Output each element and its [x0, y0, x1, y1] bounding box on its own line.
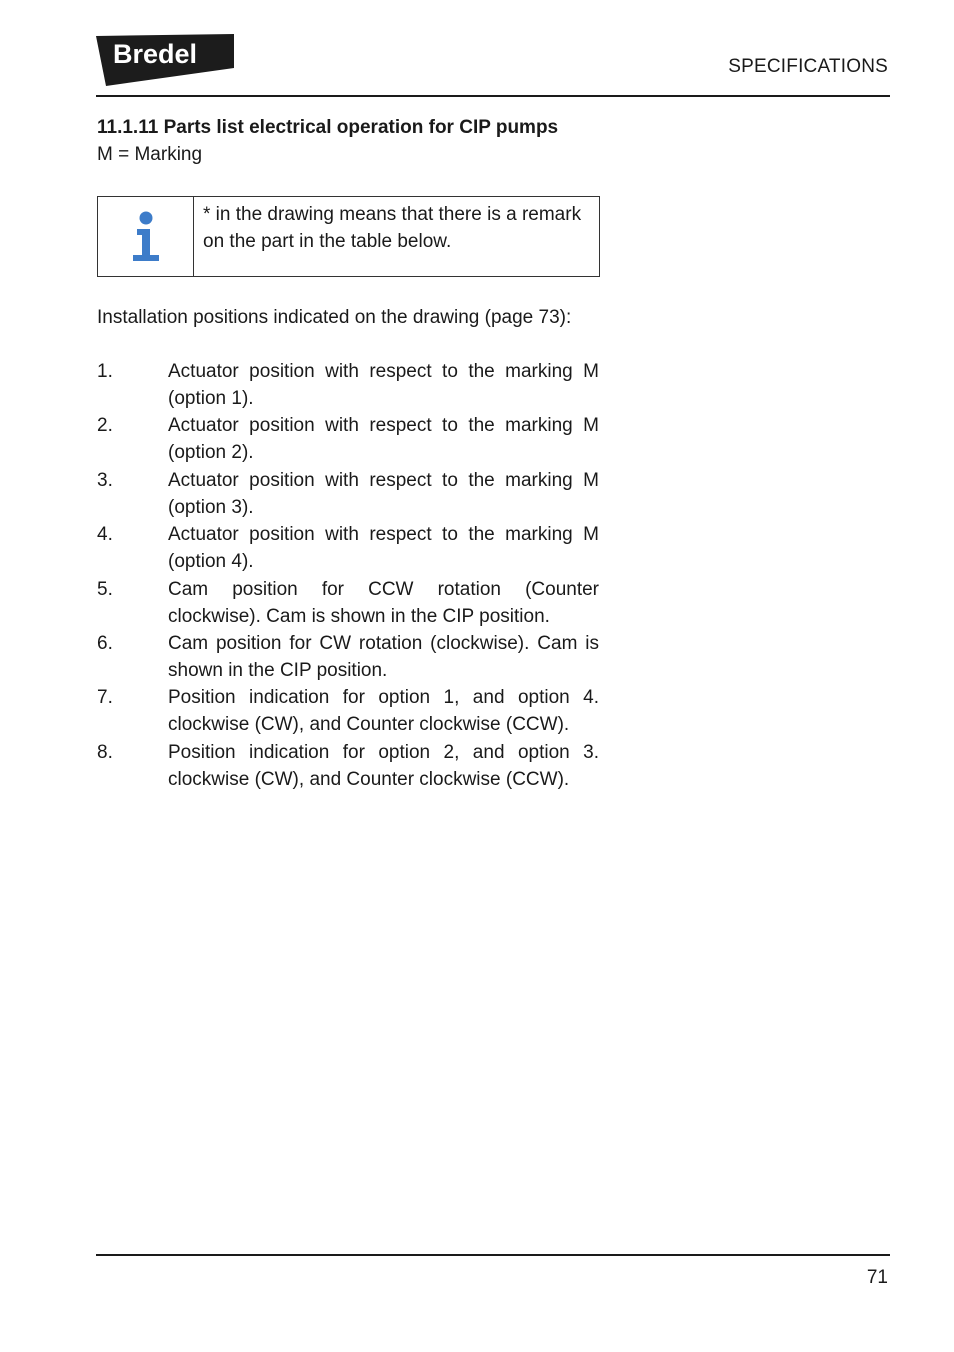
positions-list [97, 358, 599, 793]
list-item [97, 630, 599, 684]
info-icon-cell [98, 197, 194, 276]
list-item [97, 684, 599, 738]
list-item-number: 5. [97, 578, 113, 600]
list-item-text: Actuator position with respect to the marking M (option 3). [168, 469, 599, 518]
page-number: 71 [866, 1267, 888, 1288]
section-heading: 11.1.11 Parts list electrical operation for CIP pumps [97, 117, 559, 138]
info-box-text: * in the drawing means that there is a remark on the part in the table below. [203, 204, 582, 252]
logo-text: Bredel [113, 39, 198, 69]
marking-note: M = Marking [97, 144, 203, 165]
list-item-text: Position indication for option 1, and option 4. clockwise (CW), and Counter clockwise (CCW). [168, 687, 599, 736]
list-item-number: 4. [97, 524, 113, 546]
list-item-text: Cam position for CW rotation (clockwise). Cam is shown in the CIP position. [168, 632, 599, 681]
list-item-number: 2. [97, 415, 113, 437]
list-item [97, 467, 599, 521]
list-item-text: Cam position for CCW rotation (Counter clockwise). Cam is shown in the CIP position. [168, 578, 599, 627]
list-item [97, 521, 599, 575]
intro-paragraph: Installation positions indicated on the drawing (page 73): [97, 307, 572, 328]
list-item-text: Actuator position with respect to the marking M (option 1). [168, 361, 599, 409]
list-item-number: 6. [97, 632, 113, 654]
list-item [97, 576, 599, 630]
info-box [97, 196, 600, 277]
list-item [97, 412, 599, 466]
footer-divider [96, 1254, 890, 1256]
list-item-number: 7. [97, 687, 113, 709]
info-icon [131, 211, 161, 263]
list-item-text: Position indication for option 2, and option 3. clockwise (CW), and Counter clockwise (CCW). [168, 741, 599, 790]
list-item-number: 8. [97, 741, 113, 763]
list-item-text: Actuator position with respect to the marking M (option 4). [168, 524, 599, 573]
header-divider [96, 95, 890, 97]
brand-logo [96, 34, 236, 86]
list-item [97, 358, 599, 412]
list-item-text: Actuator position with respect to the marking M (option 2). [168, 415, 599, 464]
list-item [97, 739, 599, 793]
section-name: SPECIFICATIONS [728, 56, 888, 77]
list-item-number: 3. [97, 469, 113, 491]
list-item-number: 1. [97, 361, 113, 382]
